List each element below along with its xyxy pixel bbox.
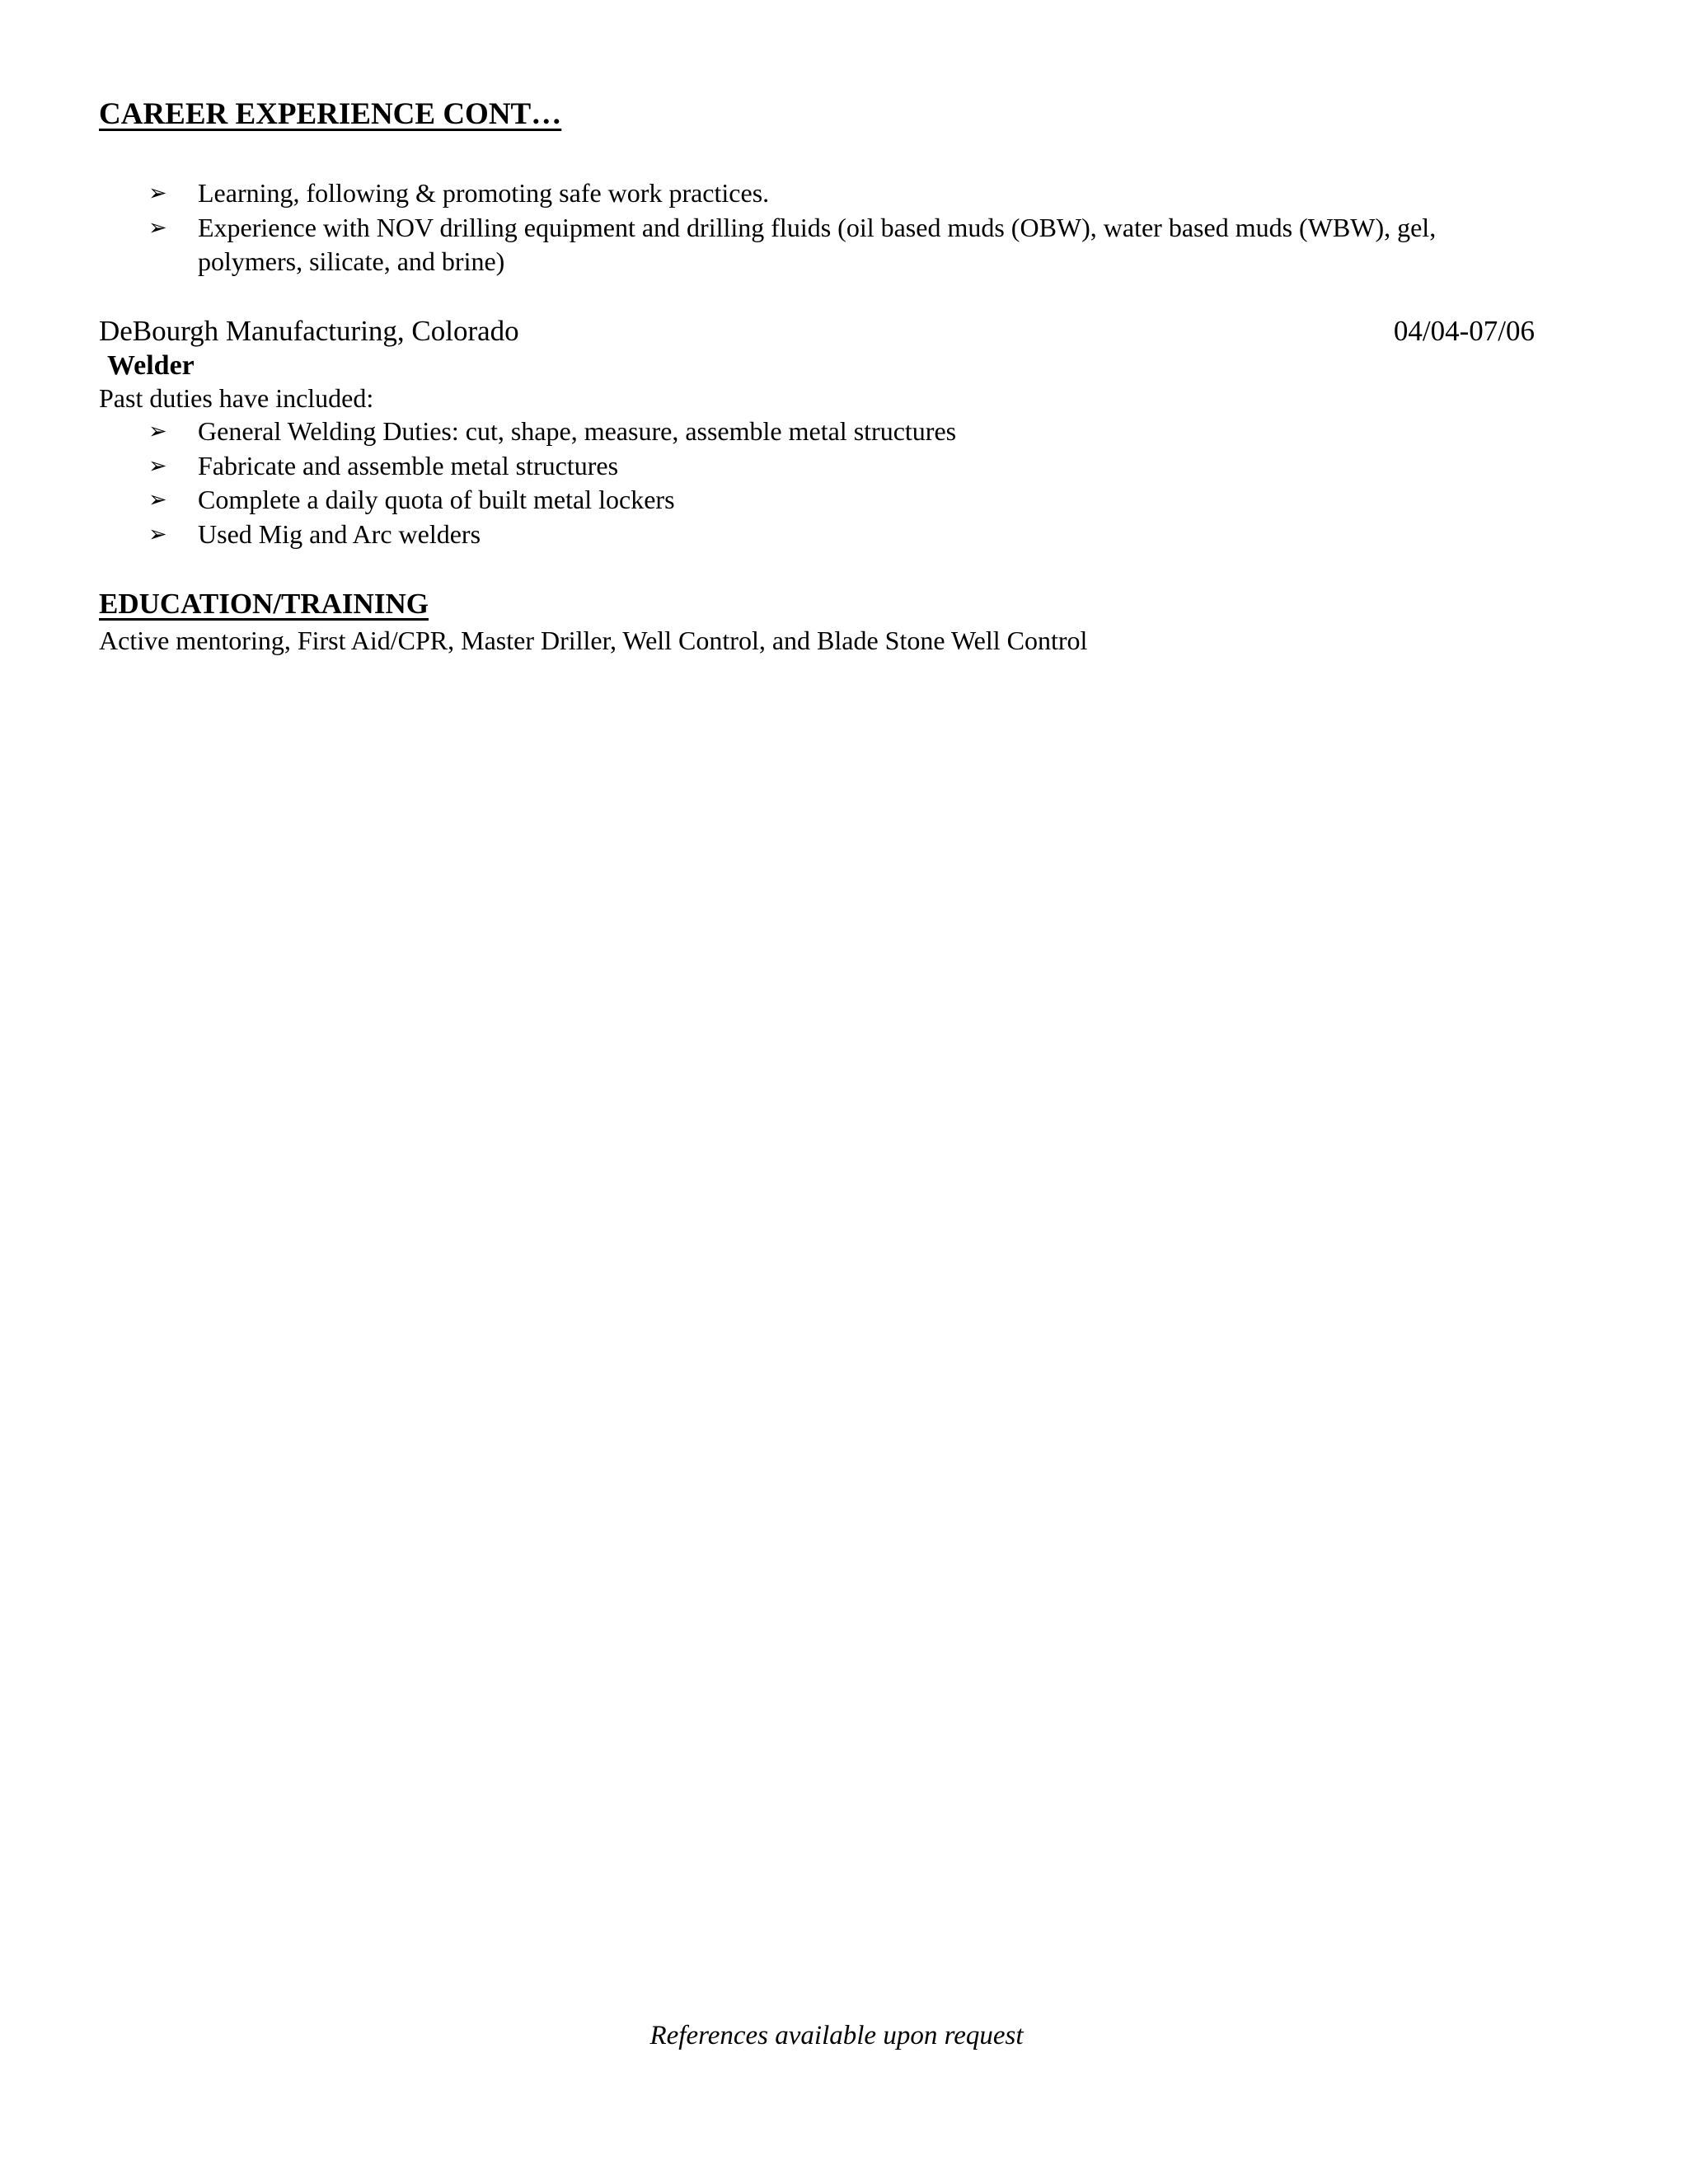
career-bullet-list xyxy=(0,176,1688,279)
employment-dates: 04/04-07/06 xyxy=(1393,315,1535,347)
career-bullet-text: Learning, following & promoting safe work practices. xyxy=(198,178,770,208)
duty-bullet-text: Fabricate and assemble metal structures xyxy=(198,450,619,480)
arrowhead-bullet-icon: ➢ xyxy=(148,487,167,513)
job-title: Welder xyxy=(107,350,195,381)
career-bullet-item xyxy=(0,211,1688,279)
employer-row xyxy=(99,313,1535,349)
arrowhead-bullet-icon: ➢ xyxy=(148,180,167,206)
duties-intro: Past duties have included: xyxy=(99,383,374,413)
duties-bullet-list xyxy=(0,415,1688,551)
duty-bullet-text: General Welding Duties: cut, shape, measure, assemble metal structures xyxy=(198,416,957,446)
arrowhead-bullet-icon: ➢ xyxy=(148,214,167,241)
arrowhead-bullet-icon: ➢ xyxy=(148,452,167,479)
duty-bullet-item xyxy=(0,483,1688,518)
duty-bullet-item xyxy=(0,415,1688,449)
education-training-heading: EDUCATION/TRAINING xyxy=(99,588,429,620)
arrowhead-bullet-icon: ➢ xyxy=(148,521,167,547)
duty-bullet-item xyxy=(0,449,1688,484)
arrowhead-bullet-icon: ➢ xyxy=(148,419,167,444)
employer-name: DeBourgh Manufacturing, Colorado xyxy=(99,315,519,347)
career-bullet-text: Experience with NOV drilling equipment and drilling fluids (oil based muds (OBW), water based muds (WBW), gel, polymers, silicate, and brine) xyxy=(198,212,1437,276)
duty-bullet-item xyxy=(0,518,1688,552)
career-experience-continued-heading: CAREER EXPERIENCE CONT… xyxy=(99,97,562,131)
references-footer: References available upon request xyxy=(649,2021,1024,2050)
duty-bullet-text: Complete a daily quota of built metal lockers xyxy=(198,485,675,514)
career-bullet-item xyxy=(0,176,1688,211)
education-training-text: Active mentoring, First Aid/CPR, Master Driller, Well Control, and Blade Stone Well Control xyxy=(99,626,1088,655)
duty-bullet-text: Used Mig and Arc welders xyxy=(198,518,481,549)
